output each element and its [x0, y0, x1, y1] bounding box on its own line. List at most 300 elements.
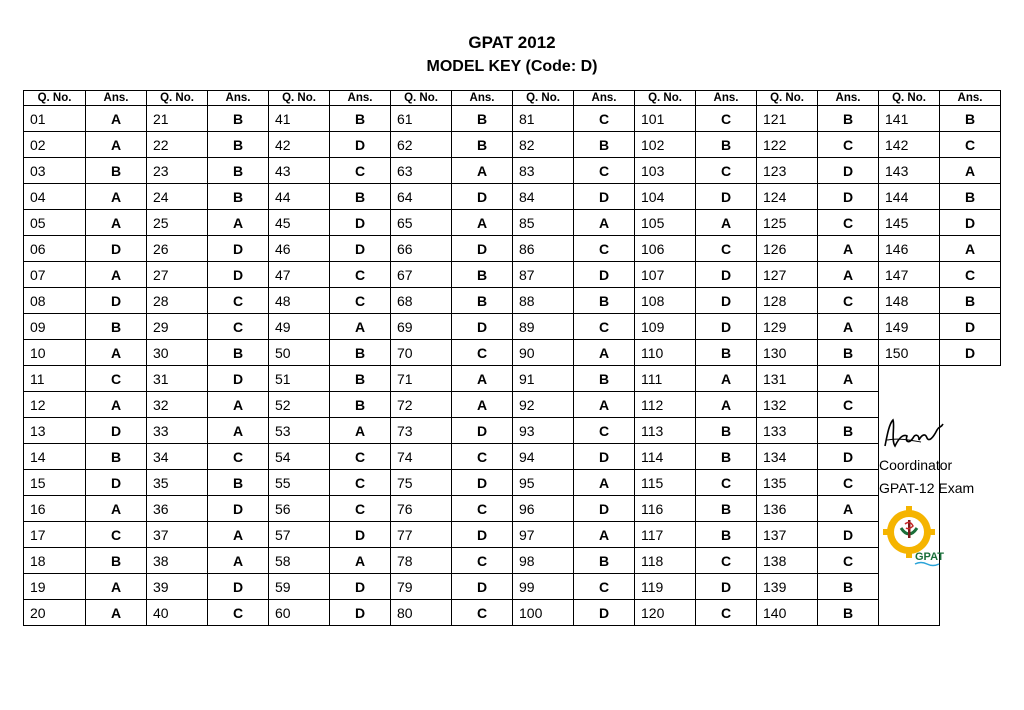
answer-cell: C [330, 158, 391, 184]
question-number-cell: 61 [391, 106, 452, 132]
answer-cell: C [940, 262, 1001, 288]
question-number-cell: 150 [879, 340, 940, 366]
question-number-cell: 134 [757, 444, 818, 470]
answer-cell: B [696, 132, 757, 158]
question-number-cell: 15 [24, 470, 86, 496]
answer-cell: D [940, 314, 1001, 340]
answer-cell: A [696, 366, 757, 392]
question-number-cell: 130 [757, 340, 818, 366]
answer-cell: A [86, 600, 147, 626]
answer-cell: B [696, 340, 757, 366]
answer-cell: C [696, 470, 757, 496]
question-number-cell: 48 [269, 288, 330, 314]
answer-cell: D [208, 262, 269, 288]
question-number-cell: 29 [147, 314, 208, 340]
question-number-cell: 76 [391, 496, 452, 522]
question-number-cell: 96 [513, 496, 574, 522]
answer-cell: C [574, 236, 635, 262]
answer-cell: A [86, 340, 147, 366]
answer-cell: D [818, 522, 879, 548]
answer-cell: C [208, 600, 269, 626]
question-number-cell: 64 [391, 184, 452, 210]
question-number-cell: 06 [24, 236, 86, 262]
answer-cell: D [330, 236, 391, 262]
answer-cell: B [452, 132, 513, 158]
answer-cell: D [940, 210, 1001, 236]
question-number-cell: 71 [391, 366, 452, 392]
answer-cell: C [696, 158, 757, 184]
question-number-cell: 90 [513, 340, 574, 366]
question-number-cell: 11 [24, 366, 86, 392]
question-number-cell: 25 [147, 210, 208, 236]
answer-cell: D [330, 210, 391, 236]
question-number-cell: 42 [269, 132, 330, 158]
column-header-qno: Q. No. [757, 91, 818, 106]
answer-cell: A [86, 184, 147, 210]
table-row [24, 522, 1001, 548]
answer-cell: C [818, 288, 879, 314]
answer-cell: B [208, 470, 269, 496]
question-number-cell: 128 [757, 288, 818, 314]
question-number-cell: 145 [879, 210, 940, 236]
question-number-cell: 39 [147, 574, 208, 600]
answer-cell: C [818, 132, 879, 158]
answer-cell: C [452, 600, 513, 626]
question-number-cell: 126 [757, 236, 818, 262]
answer-cell: D [452, 470, 513, 496]
question-number-cell: 114 [635, 444, 696, 470]
question-number-cell: 05 [24, 210, 86, 236]
answer-cell: A [696, 392, 757, 418]
question-number-cell: 110 [635, 340, 696, 366]
answer-cell: B [86, 158, 147, 184]
answer-cell: C [330, 496, 391, 522]
question-number-cell: 89 [513, 314, 574, 340]
answer-cell: A [452, 392, 513, 418]
answer-cell: A [574, 470, 635, 496]
answer-cell: A [452, 158, 513, 184]
question-number-cell: 69 [391, 314, 452, 340]
question-number-cell: 79 [391, 574, 452, 600]
answer-cell: A [330, 314, 391, 340]
coordinator-panel [879, 366, 975, 626]
question-number-cell: 137 [757, 522, 818, 548]
answer-cell: B [940, 184, 1001, 210]
question-number-cell: 116 [635, 496, 696, 522]
answer-cell: D [696, 288, 757, 314]
question-number-cell: 46 [269, 236, 330, 262]
answer-cell: A [86, 262, 147, 288]
answer-cell: A [818, 262, 879, 288]
question-number-cell: 117 [635, 522, 696, 548]
column-header-qno: Q. No. [879, 91, 940, 106]
answer-cell: D [818, 158, 879, 184]
question-number-cell: 56 [269, 496, 330, 522]
question-number-cell: 139 [757, 574, 818, 600]
answer-cell: B [818, 106, 879, 132]
answer-cell: D [818, 184, 879, 210]
answer-cell: C [330, 444, 391, 470]
table-row [24, 470, 1001, 496]
answer-cell: B [574, 548, 635, 574]
answer-cell: D [940, 340, 1001, 366]
table-row [24, 158, 1001, 184]
question-number-cell: 34 [147, 444, 208, 470]
answer-cell: B [208, 106, 269, 132]
gpat-logo-text: GPAT [915, 551, 944, 563]
question-number-cell: 103 [635, 158, 696, 184]
question-number-cell: 58 [269, 548, 330, 574]
column-header-ans: Ans. [330, 91, 391, 106]
question-number-cell: 59 [269, 574, 330, 600]
question-number-cell: 102 [635, 132, 696, 158]
question-number-cell: 109 [635, 314, 696, 340]
question-number-cell: 21 [147, 106, 208, 132]
table-row [24, 418, 1001, 444]
question-number-cell: 30 [147, 340, 208, 366]
question-number-cell: 17 [24, 522, 86, 548]
question-number-cell: 119 [635, 574, 696, 600]
question-number-cell: 140 [757, 600, 818, 626]
answer-cell: C [574, 314, 635, 340]
column-header-ans: Ans. [452, 91, 513, 106]
column-header-qno: Q. No. [391, 91, 452, 106]
question-number-cell: 63 [391, 158, 452, 184]
answer-cell: D [818, 444, 879, 470]
table-row [24, 496, 1001, 522]
answer-cell: D [452, 236, 513, 262]
question-number-cell: 36 [147, 496, 208, 522]
answer-cell: C [696, 106, 757, 132]
answer-cell: D [574, 496, 635, 522]
question-number-cell: 24 [147, 184, 208, 210]
gpat-logo-icon [879, 506, 949, 568]
question-number-cell: 09 [24, 314, 86, 340]
question-number-cell: 66 [391, 236, 452, 262]
answer-cell: C [818, 210, 879, 236]
question-number-cell: 40 [147, 600, 208, 626]
column-header-ans: Ans. [86, 91, 147, 106]
question-number-cell: 02 [24, 132, 86, 158]
column-header-qno: Q. No. [147, 91, 208, 106]
table-row [24, 600, 1001, 626]
answer-cell: C [574, 158, 635, 184]
question-number-cell: 138 [757, 548, 818, 574]
question-number-cell: 78 [391, 548, 452, 574]
question-number-cell: 80 [391, 600, 452, 626]
question-number-cell: 91 [513, 366, 574, 392]
answer-cell: D [330, 522, 391, 548]
answer-cell: A [86, 574, 147, 600]
answer-cell: B [330, 392, 391, 418]
answer-cell: A [86, 106, 147, 132]
answer-cell: A [574, 522, 635, 548]
question-number-cell: 108 [635, 288, 696, 314]
answer-cell: B [696, 418, 757, 444]
answer-cell: A [208, 392, 269, 418]
question-number-cell: 68 [391, 288, 452, 314]
question-number-cell: 44 [269, 184, 330, 210]
question-number-cell: 74 [391, 444, 452, 470]
answer-cell: A [574, 340, 635, 366]
answer-cell: C [330, 470, 391, 496]
question-number-cell: 118 [635, 548, 696, 574]
answer-cell: C [452, 548, 513, 574]
question-number-cell: 95 [513, 470, 574, 496]
answer-cell: D [574, 184, 635, 210]
answer-cell: B [330, 340, 391, 366]
question-number-cell: 81 [513, 106, 574, 132]
answer-cell: D [208, 236, 269, 262]
answer-cell: A [452, 210, 513, 236]
answer-cell: D [574, 600, 635, 626]
answer-cell: C [696, 236, 757, 262]
question-number-cell: 54 [269, 444, 330, 470]
answer-cell: A [86, 132, 147, 158]
column-header-ans: Ans. [574, 91, 635, 106]
question-number-cell: 55 [269, 470, 330, 496]
answer-cell: C [208, 444, 269, 470]
question-number-cell: 97 [513, 522, 574, 548]
column-header-qno: Q. No. [635, 91, 696, 106]
question-number-cell: 88 [513, 288, 574, 314]
question-number-cell: 101 [635, 106, 696, 132]
question-number-cell: 111 [635, 366, 696, 392]
column-header-qno: Q. No. [513, 91, 574, 106]
answer-cell: C [574, 418, 635, 444]
table-row [24, 210, 1001, 236]
question-number-cell: 10 [24, 340, 86, 366]
answer-cell: C [208, 314, 269, 340]
question-number-cell: 99 [513, 574, 574, 600]
column-header-qno: Q. No. [269, 91, 330, 106]
answer-cell: A [208, 522, 269, 548]
question-number-cell: 87 [513, 262, 574, 288]
answer-key-table [23, 90, 1001, 626]
answer-cell: C [208, 288, 269, 314]
answer-cell: B [818, 574, 879, 600]
signature-icon [879, 416, 949, 452]
question-number-cell: 13 [24, 418, 86, 444]
question-number-cell: 12 [24, 392, 86, 418]
question-number-cell: 135 [757, 470, 818, 496]
answer-cell: D [574, 262, 635, 288]
answer-cell: D [574, 444, 635, 470]
question-number-cell: 67 [391, 262, 452, 288]
question-number-cell: 14 [24, 444, 86, 470]
answer-cell: B [86, 444, 147, 470]
answer-cell: A [208, 210, 269, 236]
question-number-cell: 33 [147, 418, 208, 444]
question-number-cell: 51 [269, 366, 330, 392]
question-number-cell: 47 [269, 262, 330, 288]
answer-cell: C [818, 548, 879, 574]
answer-cell: D [452, 418, 513, 444]
table-row [24, 132, 1001, 158]
answer-cell: C [818, 470, 879, 496]
question-number-cell: 148 [879, 288, 940, 314]
answer-cell: D [696, 314, 757, 340]
column-header-ans: Ans. [940, 91, 1001, 106]
question-number-cell: 73 [391, 418, 452, 444]
answer-cell: B [86, 314, 147, 340]
question-number-cell: 127 [757, 262, 818, 288]
answer-cell: B [452, 288, 513, 314]
answer-cell: B [452, 106, 513, 132]
answer-cell: D [330, 574, 391, 600]
answer-cell: C [818, 392, 879, 418]
question-number-cell: 106 [635, 236, 696, 262]
table-row [24, 340, 1001, 366]
question-number-cell: 125 [757, 210, 818, 236]
question-number-cell: 93 [513, 418, 574, 444]
question-number-cell: 08 [24, 288, 86, 314]
question-number-cell: 04 [24, 184, 86, 210]
answer-cell: D [696, 574, 757, 600]
answer-cell: D [86, 288, 147, 314]
page-subtitle: MODEL KEY (Code: D) [426, 58, 598, 75]
answer-cell: B [696, 444, 757, 470]
table-row [24, 106, 1001, 132]
question-number-cell: 142 [879, 132, 940, 158]
question-number-cell: 122 [757, 132, 818, 158]
question-number-cell: 129 [757, 314, 818, 340]
question-number-cell: 53 [269, 418, 330, 444]
answer-cell: B [574, 288, 635, 314]
question-number-cell: 121 [757, 106, 818, 132]
question-number-cell: 112 [635, 392, 696, 418]
coordinator-exam-label: GPAT-12 Exam [879, 480, 975, 496]
table-row [24, 366, 1001, 392]
question-number-cell: 132 [757, 392, 818, 418]
answer-cell: B [208, 340, 269, 366]
question-number-cell: 38 [147, 548, 208, 574]
question-number-cell: 105 [635, 210, 696, 236]
answer-cell: D [330, 600, 391, 626]
answer-cell: D [452, 184, 513, 210]
answer-cell: C [452, 444, 513, 470]
question-number-cell: 57 [269, 522, 330, 548]
column-header-ans: Ans. [818, 91, 879, 106]
answer-cell: B [574, 132, 635, 158]
table-row [24, 288, 1001, 314]
answer-cell: C [330, 262, 391, 288]
answer-cell: C [574, 574, 635, 600]
answer-cell: B [574, 366, 635, 392]
answer-cell: A [940, 236, 1001, 262]
answer-cell: D [86, 418, 147, 444]
question-number-cell: 26 [147, 236, 208, 262]
answer-cell: A [452, 366, 513, 392]
answer-cell: B [940, 106, 1001, 132]
answer-cell: B [208, 158, 269, 184]
answer-cell: C [574, 106, 635, 132]
question-number-cell: 03 [24, 158, 86, 184]
question-number-cell: 131 [757, 366, 818, 392]
question-number-cell: 92 [513, 392, 574, 418]
question-number-cell: 115 [635, 470, 696, 496]
answer-cell: B [330, 366, 391, 392]
answer-cell: B [940, 288, 1001, 314]
question-number-cell: 146 [879, 236, 940, 262]
answer-cell: A [330, 418, 391, 444]
question-number-cell: 72 [391, 392, 452, 418]
column-header-ans: Ans. [696, 91, 757, 106]
answer-cell: D [208, 574, 269, 600]
question-number-cell: 62 [391, 132, 452, 158]
question-number-cell: 22 [147, 132, 208, 158]
answer-cell: D [86, 236, 147, 262]
coordinator-label: Coordinator [879, 457, 953, 473]
answer-cell: B [696, 522, 757, 548]
question-number-cell: 19 [24, 574, 86, 600]
answer-cell: B [208, 132, 269, 158]
table-row [24, 262, 1001, 288]
question-number-cell: 27 [147, 262, 208, 288]
answer-cell: D [452, 522, 513, 548]
question-number-cell: 35 [147, 470, 208, 496]
question-number-cell: 98 [513, 548, 574, 574]
question-number-cell: 141 [879, 106, 940, 132]
question-number-cell: 60 [269, 600, 330, 626]
question-number-cell: 85 [513, 210, 574, 236]
question-number-cell: 86 [513, 236, 574, 262]
question-number-cell: 84 [513, 184, 574, 210]
question-number-cell: 70 [391, 340, 452, 366]
question-number-cell: 49 [269, 314, 330, 340]
answer-cell: A [696, 210, 757, 236]
answer-cell: A [330, 548, 391, 574]
table-row [24, 236, 1001, 262]
question-number-cell: 28 [147, 288, 208, 314]
answer-cell: D [452, 314, 513, 340]
question-number-cell: 20 [24, 600, 86, 626]
table-row [24, 392, 1001, 418]
answer-cell: B [818, 600, 879, 626]
answer-cell: B [330, 184, 391, 210]
question-number-cell: 82 [513, 132, 574, 158]
answer-cell: D [208, 366, 269, 392]
answer-cell: A [818, 496, 879, 522]
question-number-cell: 41 [269, 106, 330, 132]
answer-cell: D [452, 574, 513, 600]
table-row [24, 444, 1001, 470]
question-number-cell: 136 [757, 496, 818, 522]
question-number-cell: 32 [147, 392, 208, 418]
answer-cell: C [696, 600, 757, 626]
column-header-ans: Ans. [208, 91, 269, 106]
question-number-cell: 123 [757, 158, 818, 184]
question-number-cell: 133 [757, 418, 818, 444]
question-number-cell: 18 [24, 548, 86, 574]
question-number-cell: 149 [879, 314, 940, 340]
table-row [24, 548, 1001, 574]
answer-cell: A [86, 392, 147, 418]
question-number-cell: 107 [635, 262, 696, 288]
answer-cell: C [330, 288, 391, 314]
answer-cell: C [452, 340, 513, 366]
answer-cell: A [818, 236, 879, 262]
question-number-cell: 01 [24, 106, 86, 132]
question-number-cell: 07 [24, 262, 86, 288]
question-number-cell: 94 [513, 444, 574, 470]
answer-cell: A [818, 366, 879, 392]
answer-cell: B [208, 184, 269, 210]
answer-cell: B [818, 418, 879, 444]
question-number-cell: 16 [24, 496, 86, 522]
question-number-cell: 65 [391, 210, 452, 236]
answer-cell: A [208, 548, 269, 574]
